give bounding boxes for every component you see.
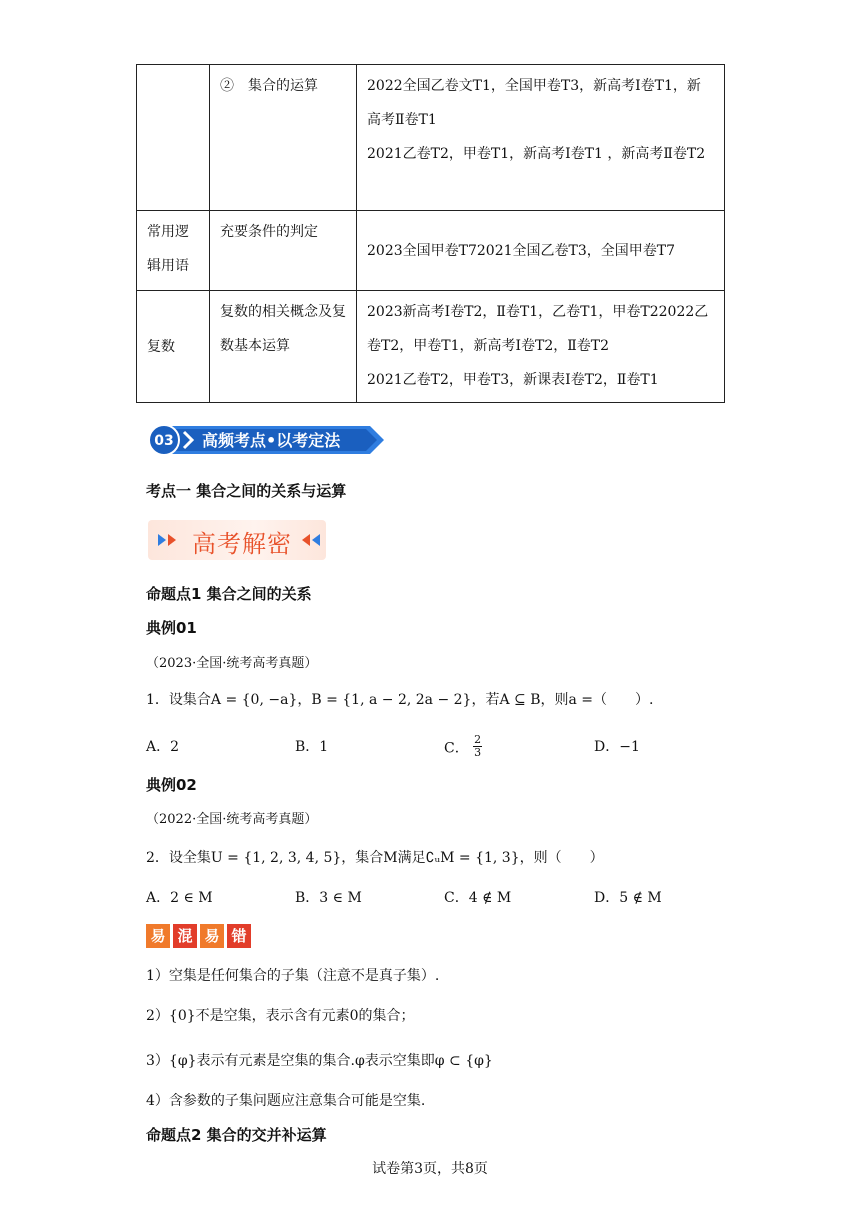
table-cell-category: 常用逻辑用语: [137, 211, 210, 291]
section-title: 考点一 集合之间的关系与运算: [146, 482, 347, 500]
exam-topic-table: [136, 64, 725, 403]
proposition-title: 命题点1 集合之间的关系: [146, 585, 312, 603]
option-b: B．1: [295, 739, 329, 755]
note-item: 4）含参数的子集问题应注意集合可能是空集.: [146, 1093, 426, 1109]
fraction-denominator: 3: [474, 746, 482, 759]
source-line: 2023全国甲卷T72021全国乙卷T3，全国甲卷T7: [367, 242, 675, 259]
source-line: 2021乙卷T2，甲卷T1，新高考Ⅰ卷T1 ，新高考Ⅱ卷T2: [367, 146, 706, 162]
table-row: [137, 65, 725, 211]
option-c: [444, 733, 482, 761]
note-item: 1）空集是任何集合的子集（注意不是真子集）.: [146, 968, 440, 984]
table-cell-category: 复数: [137, 291, 210, 403]
option-a: A．2 ∈ M: [146, 890, 213, 906]
source-line: 2022全国乙卷文T1，全国甲卷T3，新高考I卷T1，新高考Ⅱ卷T1: [367, 78, 701, 128]
question-text: 2．设全集U = {1, 2, 3, 4, 5}，集合M满足∁ᵤM = {1, 3}，则（ ）: [146, 850, 604, 866]
confusion-tag: 混: [173, 924, 197, 948]
confusion-tag: 易: [146, 924, 170, 948]
table-cell-category: [137, 65, 210, 211]
table-cell-sources: [357, 65, 725, 211]
confusion-tag: 错: [227, 924, 251, 948]
section-banner: [148, 424, 386, 456]
note-item: 3）{φ}表示有元素是空集的集合.φ表示空集即φ ⊂ {φ}: [146, 1053, 493, 1069]
example-source: （2022·全国·统考高考真题）: [146, 812, 318, 827]
note-item: 2）{0}不是空集，表示含有元素0的集合；: [146, 1008, 415, 1024]
secret-label: 高考解密: [192, 530, 292, 558]
table-cell-sources: [357, 211, 725, 291]
proposition-title: 命题点2 集合的交并补运算: [146, 1126, 327, 1144]
example-label: 典例02: [146, 776, 197, 794]
option-d: D．5 ∉ M: [594, 890, 662, 906]
table-cell-topic: 充要条件的判定: [210, 211, 357, 291]
table-row: [137, 211, 725, 291]
double-arrow-left-icon: [300, 532, 326, 548]
source-line: 2021乙卷T2，甲卷T3，新课表Ⅰ卷T2，Ⅱ卷T1: [367, 372, 659, 388]
banner-text: 高频考点•以考定法: [202, 431, 341, 450]
option-d: D．−1: [594, 739, 640, 755]
fraction: [473, 734, 482, 759]
confusion-tag: 易: [200, 924, 224, 948]
question-text: 1．设集合A = {0, −a}，B = {1, a − 2, 2a − 2}，若A ⊆ B，则a =（ ）.: [146, 692, 654, 708]
banner-number: 03: [154, 433, 174, 449]
double-arrow-right-icon: [156, 532, 184, 548]
option-c: C．4 ∉ M: [444, 890, 512, 906]
table-row: [137, 291, 725, 403]
source-line: 2023新高考Ⅰ卷T2，Ⅱ卷T1，乙卷T1，甲卷T22022乙卷T2，甲卷T1，新高考Ⅰ卷T2，Ⅱ卷T2: [367, 304, 709, 354]
example-source: （2023·全国·统考高考真题）: [146, 656, 318, 671]
table-cell-topic: 复数的相关概念及复数基本运算: [210, 291, 357, 403]
table-cell-sources: [357, 291, 725, 403]
page-footer: 试卷第3页，共8页: [372, 1161, 488, 1177]
table-cell-topic: ② 集合的运算: [210, 65, 357, 211]
example-label: 典例01: [146, 619, 197, 637]
fraction-numerator: 2: [474, 733, 482, 746]
option-c-prefix: C．: [444, 740, 469, 757]
option-b: B．3 ∈ M: [295, 890, 362, 906]
option-a: A．2: [146, 739, 180, 755]
